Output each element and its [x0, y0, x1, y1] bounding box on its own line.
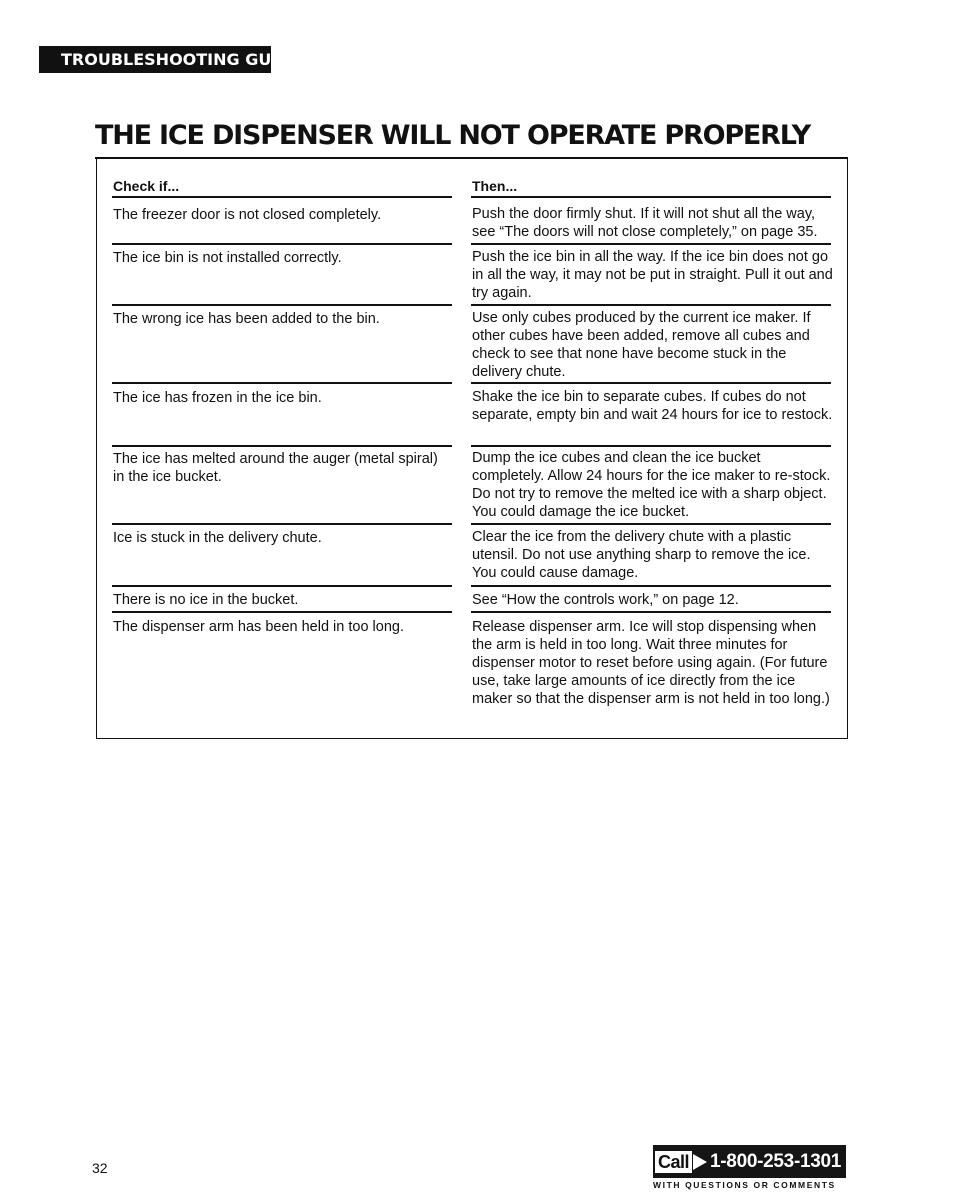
row-3-check: The wrong ice has been added to the bin. — [113, 311, 380, 327]
row-divider — [471, 585, 831, 587]
row-divider — [112, 304, 452, 306]
row-4-then: Shake the ice bin to separate cubes. If cubes do not separate, empty bin and wait 24 hours for ice to restock. — [472, 389, 833, 423]
row-2-check: The ice bin is not installed correctly. — [113, 250, 342, 266]
row-4-check: The ice has frozen in the ice bin. — [113, 390, 322, 406]
row-divider — [471, 523, 831, 525]
row-divider — [112, 243, 452, 245]
header-rule-left — [112, 196, 452, 198]
phone-number: 1-800-253-1301 — [710, 1150, 842, 1172]
row-1-check: The freezer door is not closed completely. — [113, 207, 382, 223]
section-tab: TROUBLESHOOTING GUIDE — [39, 46, 271, 73]
header-rule-right — [471, 196, 831, 198]
page-number: 32 — [92, 1160, 108, 1176]
column-header-check: Check if... — [113, 178, 180, 194]
row-divider — [112, 611, 452, 613]
row-8-then: Release dispenser arm. Ice will stop dispensing when the arm is held in too long. Wait three minutes for dispenser motor to reset before using again. (For future use, take large amounts of ice directly from the ice maker so that the dispenser arm is not held in too long.) — [472, 619, 830, 707]
row-6-check: Ice is stuck in the delivery chute. — [113, 530, 322, 546]
call-banner — [653, 1145, 846, 1178]
row-8-check: The dispenser arm has been held in too long. — [113, 619, 404, 635]
row-divider — [112, 523, 452, 525]
row-5-check: The ice has melted around the auger (metal spiral) in the ice bucket. — [113, 451, 438, 485]
row-divider — [471, 382, 831, 384]
row-divider — [471, 243, 831, 245]
call-label: Call — [655, 1151, 692, 1173]
row-1-then: Push the door firmly shut. If it will not shut all the way, see “The doors will not close completely,” on page 35. — [472, 206, 818, 240]
row-divider — [112, 382, 452, 384]
row-divider — [112, 585, 452, 587]
row-divider — [471, 304, 831, 306]
row-2-then: Push the ice bin in all the way. If the ice bin does not go in all the way, it may not be put in straight. Pull it out and try again. — [472, 249, 833, 301]
row-7-check: There is no ice in the bucket. — [113, 592, 299, 608]
row-divider — [471, 611, 831, 613]
page-title: THE ICE DISPENSER WILL NOT OPERATE PROPERLY — [95, 120, 810, 151]
column-header-then: Then... — [472, 178, 518, 194]
arrow-right-icon — [693, 1154, 707, 1170]
row-6-then: Clear the ice from the delivery chute with a plastic utensil. Do not use anything sharp to remove the ice. You could cause damage. — [472, 529, 811, 581]
row-3-then: Use only cubes produced by the current ice maker. If other cubes have been added, remove all cubes and check to see that none have become stuck in the delivery chute. — [472, 310, 811, 380]
row-7-then: See “How the controls work,” on page 12. — [472, 592, 739, 608]
row-divider — [471, 445, 831, 447]
call-subtitle: WITH QUESTIONS OR COMMENTS — [653, 1180, 836, 1190]
row-5-then: Dump the ice cubes and clean the ice bucket completely. Allow 24 hours for the ice maker to re-stock. Do not try to remove the melted ice with a sharp object. You could damage the ice bucket. — [472, 450, 831, 520]
row-divider — [112, 445, 452, 447]
